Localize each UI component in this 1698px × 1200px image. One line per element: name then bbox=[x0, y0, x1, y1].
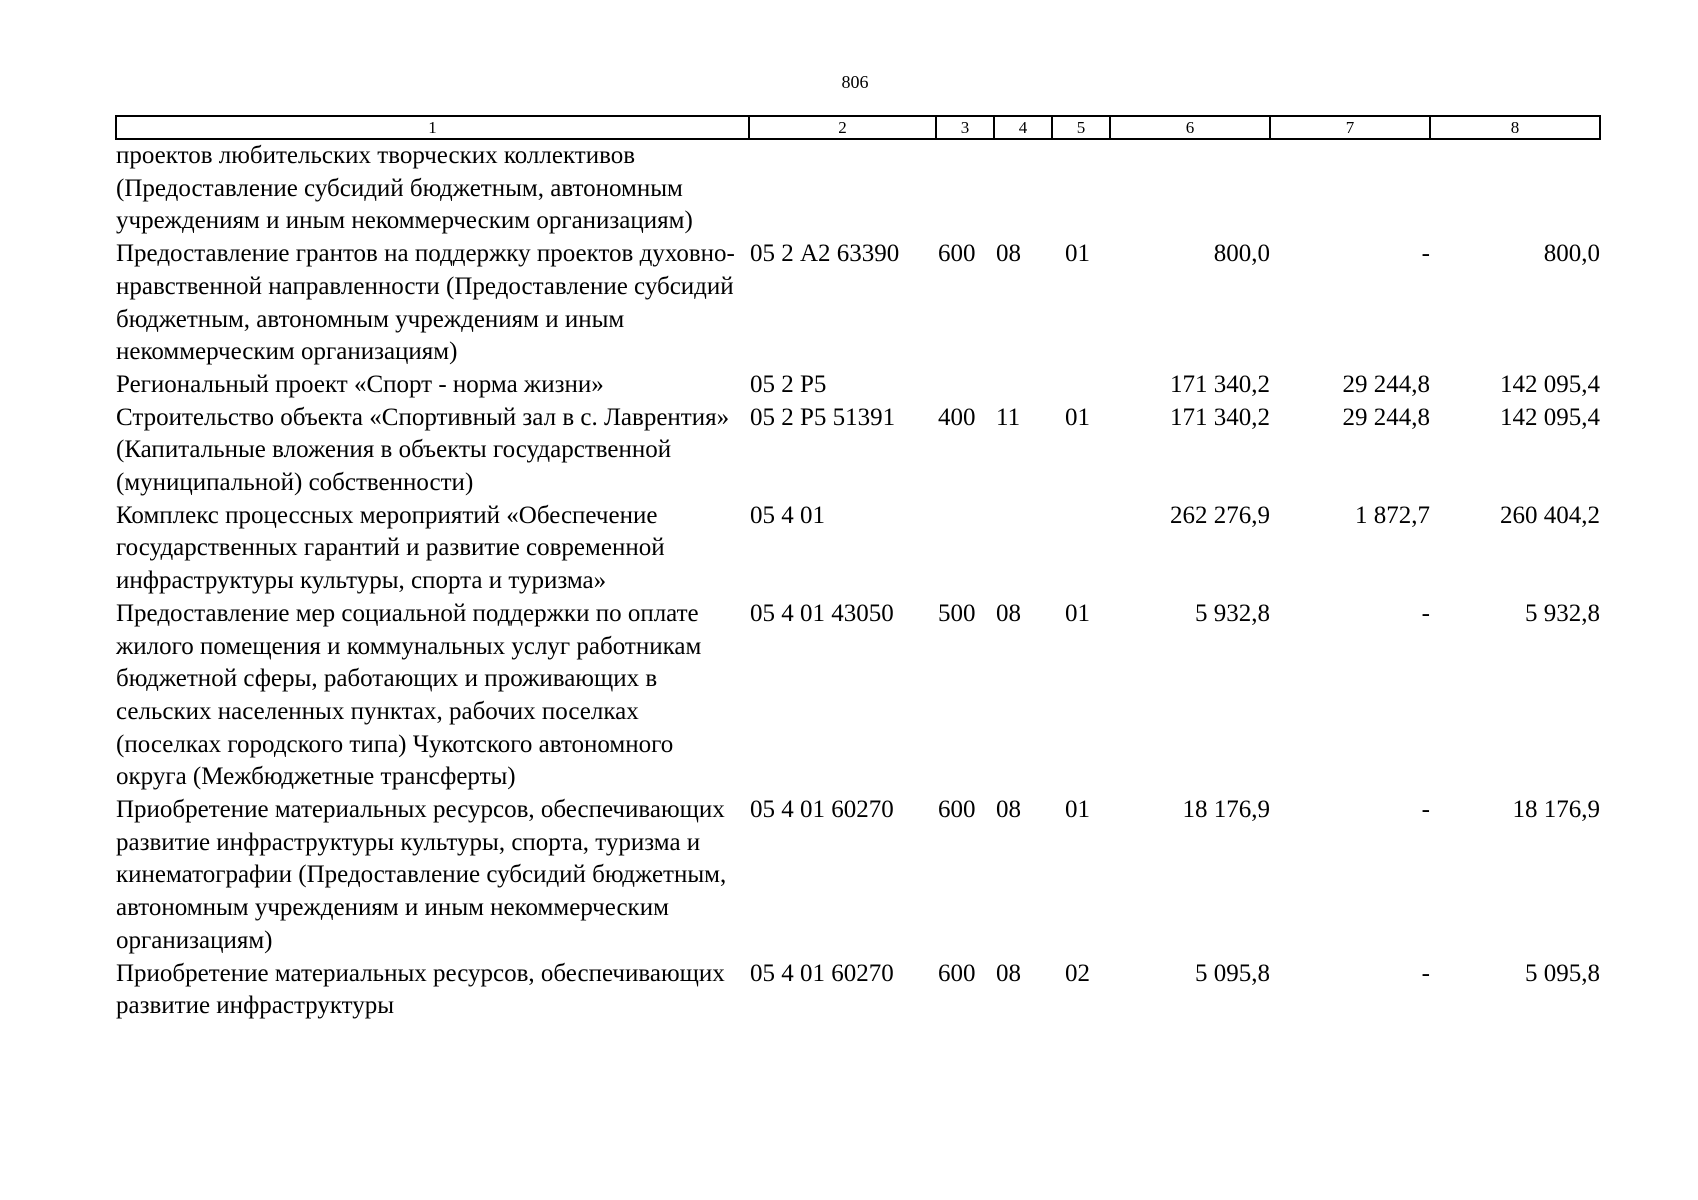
row-name: Приобретение материальных ресурсов, обеспечивающих развитие инфраструктуры культуры, спорта, туризма и кинематографии (Предоставление субсидий бюджетным, автономным учреждениям и иным некоммерческим организациям) bbox=[116, 796, 727, 954]
column-header: 3 bbox=[936, 116, 994, 139]
row-col5: 01 bbox=[1065, 796, 1090, 824]
row-col4: 11 bbox=[996, 403, 1021, 431]
row-col3: 400 bbox=[938, 403, 976, 431]
row-name: Предоставление грантов на поддержку проектов духовно-нравственной направленности (Предоставление субсидий бюджетным, автономным учреждениям и иным некоммерческим организациям) bbox=[116, 240, 735, 366]
row-code: 05 4 01 bbox=[750, 501, 825, 529]
row-col8: 5 932,8 bbox=[1525, 599, 1600, 627]
row-col5: 02 bbox=[1065, 959, 1090, 987]
row-col4: 08 bbox=[996, 599, 1021, 627]
row-col3: 600 bbox=[938, 240, 976, 268]
column-header: 2 bbox=[749, 116, 936, 139]
row-col7: 29 244,8 bbox=[1342, 403, 1430, 431]
row-col6: 171 340,2 bbox=[1170, 403, 1270, 431]
row-code: 05 4 01 60270 bbox=[750, 959, 894, 987]
row-col4: 08 bbox=[996, 959, 1021, 987]
row-name: проектов любительских творческих коллективов (Предоставление субсидий бюджетным, автономным учреждениям и иным некоммерческим организациям) bbox=[116, 142, 693, 235]
row-col3 bbox=[936, 500, 994, 598]
row-col5: 01 bbox=[1065, 403, 1090, 431]
column-header: 7 bbox=[1270, 116, 1430, 139]
row-col6: 262 276,9 bbox=[1170, 501, 1270, 529]
table-row bbox=[116, 369, 1600, 402]
row-col8 bbox=[1430, 139, 1600, 238]
table-row bbox=[116, 598, 1600, 794]
column-number-header-row bbox=[116, 116, 1600, 139]
row-col6: 18 176,9 bbox=[1182, 796, 1270, 824]
row-code: 05 4 01 60270 bbox=[750, 796, 894, 824]
row-name: Строительство объекта «Спортивный зал в с. Лаврентия» (Капитальные вложения в объекты государственной (муниципальной) собственности) bbox=[116, 403, 730, 497]
row-code: 05 4 01 43050 bbox=[750, 599, 894, 627]
column-header: 5 bbox=[1052, 116, 1110, 139]
row-name: Приобретение материальных ресурсов, обеспечивающих развитие инфраструктуры bbox=[116, 959, 725, 1020]
row-col8: 800,0 bbox=[1543, 240, 1600, 268]
column-header: 1 bbox=[116, 116, 749, 139]
row-col7: - bbox=[1421, 796, 1430, 824]
row-col7: - bbox=[1421, 599, 1430, 627]
row-code: 05 2 Р5 bbox=[750, 370, 827, 398]
table-row bbox=[116, 139, 1600, 238]
column-header: 6 bbox=[1110, 116, 1270, 139]
row-col3 bbox=[936, 369, 994, 402]
row-col5: 01 bbox=[1065, 599, 1090, 627]
row-name: Предоставление мер социальной поддержки по оплате жилого помещения и коммунальных услуг работникам бюджетной сферы, работающих и проживающих в сельских населенных пунктах, рабочих поселках (поселках городского типа) Чукотского автономного округа (Межбюджетные трансферты) bbox=[116, 599, 702, 791]
row-col6 bbox=[1110, 139, 1270, 238]
row-col6: 5 095,8 bbox=[1195, 959, 1270, 987]
row-col8: 142 095,4 bbox=[1500, 403, 1600, 431]
row-col5 bbox=[1052, 139, 1110, 238]
row-col7: - bbox=[1421, 959, 1430, 987]
row-col3 bbox=[936, 139, 994, 238]
row-col6: 800,0 bbox=[1213, 240, 1270, 268]
table-row bbox=[116, 402, 1600, 500]
budget-table bbox=[115, 115, 1601, 1023]
row-col4 bbox=[994, 369, 1052, 402]
table-row bbox=[116, 958, 1600, 1023]
row-name: Комплекс процессных мероприятий «Обеспечение государственных гарантий и развитие современной инфраструктуры культуры, спорта и туризма» bbox=[116, 501, 665, 595]
row-code: 05 2 А2 63390 bbox=[750, 240, 900, 268]
row-code bbox=[749, 139, 936, 238]
row-col7: 29 244,8 bbox=[1342, 370, 1430, 398]
row-col3: 600 bbox=[938, 796, 976, 824]
row-col3: 500 bbox=[938, 599, 976, 627]
table-row bbox=[116, 794, 1600, 958]
row-col7: - bbox=[1421, 240, 1430, 268]
row-col5: 01 bbox=[1065, 240, 1090, 268]
row-col7: 1 872,7 bbox=[1355, 501, 1430, 529]
row-col6: 171 340,2 bbox=[1170, 370, 1270, 398]
row-col8: 18 176,9 bbox=[1512, 796, 1600, 824]
column-header: 8 bbox=[1430, 116, 1600, 139]
row-col3: 600 bbox=[938, 959, 976, 987]
row-col7 bbox=[1270, 139, 1430, 238]
row-col4 bbox=[994, 139, 1052, 238]
row-col8: 5 095,8 bbox=[1525, 959, 1600, 987]
table-row bbox=[116, 238, 1600, 369]
row-col8: 260 404,2 bbox=[1500, 501, 1600, 529]
table-row bbox=[116, 500, 1600, 598]
row-col4 bbox=[994, 500, 1052, 598]
row-name: Региональный проект «Спорт - норма жизни» bbox=[116, 370, 604, 398]
row-col4: 08 bbox=[996, 796, 1021, 824]
row-code: 05 2 Р5 51391 bbox=[750, 403, 896, 431]
page-number: 806 bbox=[841, 72, 869, 92]
row-col6: 5 932,8 bbox=[1195, 599, 1270, 627]
row-col4: 08 bbox=[996, 240, 1021, 268]
row-col5 bbox=[1052, 500, 1110, 598]
row-col5 bbox=[1052, 369, 1110, 402]
column-header: 4 bbox=[994, 116, 1052, 139]
row-col8: 142 095,4 bbox=[1500, 370, 1600, 398]
